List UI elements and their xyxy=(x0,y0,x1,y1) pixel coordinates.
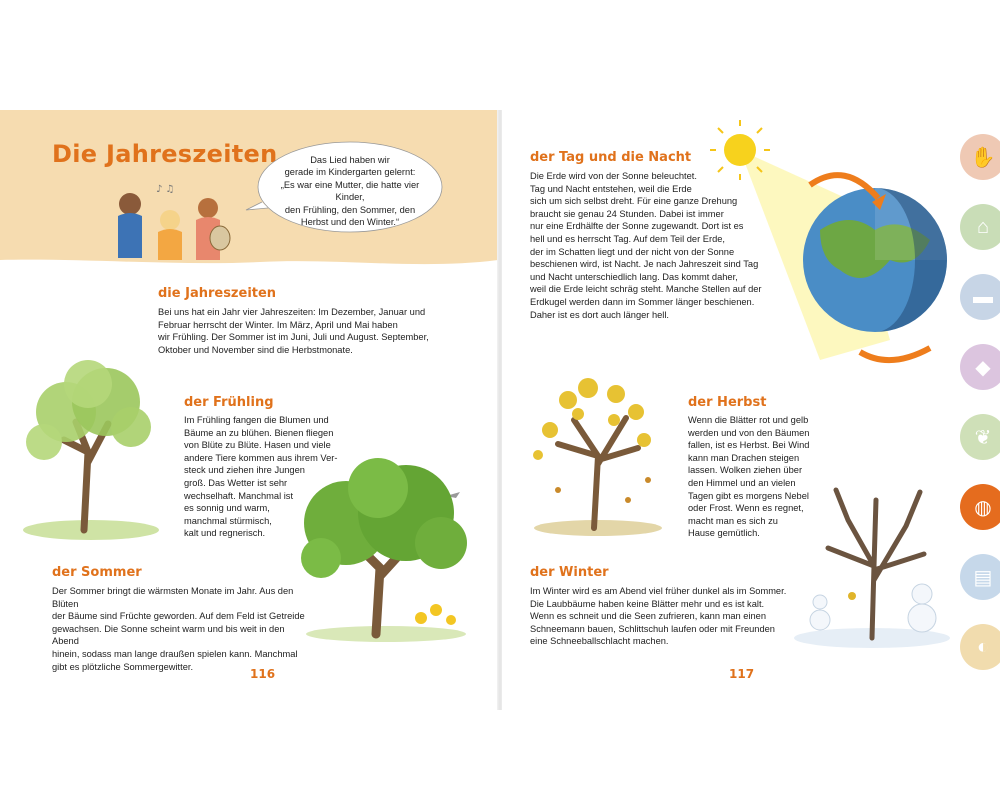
text-line: Schneemann bauen, Schlittschuh laufen oder mit Freunden xyxy=(530,623,775,634)
hand-icon[interactable]: ✋ xyxy=(960,134,1000,180)
text-line: wir Frühling. Der Sommer ist im Juni, Juli und August. September, xyxy=(158,332,429,343)
bubble-line: Herbst und den Winter.“ xyxy=(300,217,400,228)
heading-herbst: der Herbst xyxy=(688,395,767,410)
text-line: nur eine Erdhälfte der Sonne zugewandt. Dort ist es xyxy=(530,221,744,232)
text-line: Daher ist es dort auch länger hell. xyxy=(530,309,670,320)
text-line: Die Erde wird von der Sonne beleuchtet. xyxy=(530,171,697,181)
heading-winter: der Winter xyxy=(530,565,609,580)
text-line: gewachsen. Die Sonne scheint warm und bis weit in den Abend xyxy=(52,623,285,647)
food-icon[interactable]: ◐ xyxy=(960,624,1000,670)
winter-tree-illustration xyxy=(792,470,952,650)
car-icon[interactable]: ▬ xyxy=(960,274,1000,320)
paragraph-winter xyxy=(530,585,810,648)
text-line: kann man Drachen steigen xyxy=(688,452,800,463)
heading-jahreszeiten: die Jahreszeiten xyxy=(158,286,277,301)
summer-tree-illustration xyxy=(296,458,496,648)
text-line: lassen. Wolken ziehen über xyxy=(688,465,803,476)
text-line: steck und ziehen ihre Jungen xyxy=(184,465,305,476)
text-line: hell und es herrscht Tag. Auf dem Teil der Erde, xyxy=(530,233,726,244)
heading-fruehling: der Frühling xyxy=(184,395,274,410)
text-line: es sonnig und warm, xyxy=(184,503,270,514)
text-line: der Bäume sind Früchte geworden. Auf dem Feld ist Getreide xyxy=(52,611,305,622)
text-line: Die Laubbäume haben keine Blätter mehr und es ist kalt. xyxy=(530,598,765,609)
right-page xyxy=(502,110,1000,710)
text-line: manchmal stürmisch, xyxy=(184,515,272,526)
text-line: Hause gemütlich. xyxy=(688,528,760,539)
text-line: und Nacht unterschiedlich lang. Das kommt daher, xyxy=(530,271,738,282)
text-line: von Blüte zu Blüte. Hasen und viele xyxy=(184,440,331,451)
text-line: groß. Das Wetter ist sehr xyxy=(184,477,288,488)
house-icon[interactable]: ⌂ xyxy=(960,204,1000,250)
bubble-line: gerade im Kindergarten gelernt: xyxy=(284,167,416,178)
speech-bubble-text xyxy=(268,154,432,228)
leaf-icon[interactable]: ❦ xyxy=(960,414,1000,460)
left-page xyxy=(0,110,498,710)
sun-earth-illustration xyxy=(700,120,950,370)
text-line: Tagen gibt es morgens Nebel xyxy=(688,490,809,501)
text-line: hinein, sodass man lange draußen spielen kann. Manchmal xyxy=(52,648,298,659)
book-spread xyxy=(0,110,1000,710)
heading-sommer: der Sommer xyxy=(52,565,142,580)
page-number-right: 117 xyxy=(729,667,755,681)
text-line: Erdkugel werden dann im Sommer länger beschienen. xyxy=(530,296,755,307)
text-line: Im Winter wird es am Abend viel früher dunkel als im Sommer. xyxy=(530,586,787,596)
autumn-tree-illustration xyxy=(518,360,678,540)
text-line: Wenn die Blätter rot und gelb xyxy=(688,415,809,425)
text-line: Bäume an zu blühen. Bienen fliegen xyxy=(184,427,334,438)
text-line: macht man es sich zu xyxy=(688,515,778,526)
text-line: Tag und Nacht entstehen, weil die Erde xyxy=(530,183,692,194)
globe-icon[interactable]: ◍ xyxy=(960,484,1000,530)
text-line: Bei uns hat ein Jahr vier Jahreszeiten: Im Dezember, Januar und xyxy=(158,307,426,317)
text-line: Februar herrscht der Winter. Im März, April und Mai haben xyxy=(158,319,398,330)
paragraph-jahreszeiten xyxy=(158,306,458,356)
text-line: gibt es plötzliche Sommergewitter. xyxy=(52,661,194,672)
text-line: fallen, ist es Herbst. Bei Wind xyxy=(688,440,810,451)
text-line: werden und von den Bäumen xyxy=(688,427,810,438)
page-number-left: 116 xyxy=(250,667,276,681)
text-line: wechselhaft. Manchmal ist xyxy=(184,490,294,501)
text-line: beschienen wird, ist Nacht. Je nach Jahreszeit sind Tag xyxy=(530,259,759,270)
dog-icon[interactable]: ◆ xyxy=(960,344,1000,390)
bubble-line: den Frühling, den Sommer, den xyxy=(284,204,416,215)
bubble-line: Das Lied haben wir xyxy=(310,155,390,165)
text-line: eine Schneeballschlacht machen. xyxy=(530,636,669,647)
paragraph-sommer xyxy=(52,585,312,673)
text-line: den Himmel und an vielen xyxy=(688,477,796,488)
text-line: Wenn es schneit und die Seen zufrieren, kann man einen xyxy=(530,611,767,622)
spring-tree-illustration xyxy=(16,362,166,542)
text-line: andere Tiere kommen aus ihrem Ver- xyxy=(184,452,338,463)
text-line: Oktober und November sind die Herbstmonate. xyxy=(158,344,353,355)
svg-text:♪ ♫: ♪ ♫ xyxy=(156,184,175,195)
text-line: sich um sich selbst dreht. Für eine ganze Drehung xyxy=(530,196,738,207)
books-icon[interactable]: ▤ xyxy=(960,554,1000,600)
singing-children-illustration xyxy=(108,180,248,260)
text-line: Der Sommer bringt die wärmsten Monate im Jahr. Aus den Blüten xyxy=(52,586,294,609)
text-line: braucht sie genau 24 Stunden. Dabei ist immer xyxy=(530,208,724,219)
text-line: weil die Erde leicht schräg steht. Manche Stellen auf der xyxy=(530,284,762,295)
text-line: oder Frost. Wenn es regnet, xyxy=(688,503,804,514)
text-line: Im Frühling fangen die Blumen und xyxy=(184,415,329,425)
bubble-line: „Es war eine Mutter, die hatte vier Kinder, xyxy=(280,179,420,203)
text-line: kalt und regnerisch. xyxy=(184,528,266,539)
page-title: Die Jahreszeiten xyxy=(52,140,278,168)
heading-tag-nacht: der Tag und die Nacht xyxy=(530,150,692,165)
text-line: der im Schatten liegt und der nicht von der Sonne xyxy=(530,246,735,257)
